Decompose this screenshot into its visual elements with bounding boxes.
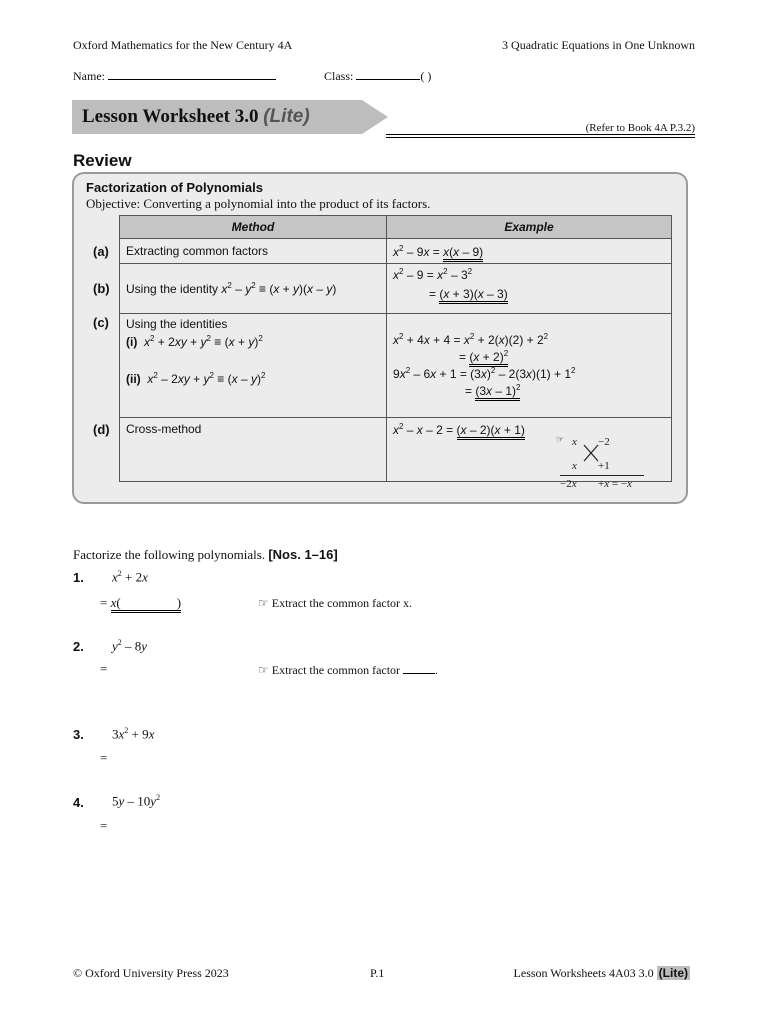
question-1-answer: = x( ) (100, 595, 181, 611)
row-label-b: (b) (93, 281, 110, 296)
method-text: Cross-method (126, 422, 202, 436)
hint-1-text: Extract the common factor x. (271, 596, 413, 610)
example-b-line1: $x^2 - 9 = x^2 - 3^2$ (393, 267, 473, 282)
table-header-row (120, 216, 672, 239)
name-label: Name: (73, 69, 105, 83)
footer-lite-tag: (Lite) (658, 966, 688, 980)
row-label-c: (c) (93, 315, 109, 330)
worksheet-title-text: Lesson Worksheet 3.0 (82, 106, 259, 127)
reference-rule-2 (386, 137, 695, 138)
method-cell (120, 264, 387, 314)
row-label-d: (d) (93, 422, 110, 437)
header-chapter-title: 3 Quadratic Equations in One Unknown (502, 38, 695, 52)
example-c-line3: $9x^2 - 6x + 1 = (3x)^2 - 2(3x)(1) + 1^2$ (393, 366, 576, 381)
class-label: Class: (324, 69, 354, 83)
review-heading: Review (73, 151, 132, 170)
pointer-icon: ☞ (556, 434, 565, 444)
worksheet-title (82, 106, 310, 128)
question-number-1: 1. (73, 570, 84, 585)
sub-label-i: (i) (126, 335, 138, 349)
name-blank[interactable] (108, 67, 276, 80)
identity-c-ii: (ii) $x^2 - 2xy + y^2 \equiv (x - y)^2$ (126, 371, 266, 386)
example-c-line1: $x^2 + 4x + 4 = x^2 + 2(x)(2) + 2^2$ (393, 332, 549, 347)
sub-label-ii: (ii) (126, 372, 141, 386)
row-label-a: (a) (93, 244, 109, 259)
lite-tag: (Lite) (263, 106, 310, 127)
header-book-title: Oxford Mathematics for the New Century 4A (73, 38, 293, 52)
example-d-line1: $x^2 - x - 2 = (x - 2)(x + 1)$ (393, 422, 665, 437)
book-reference: (Refer to Book 4A P.3.2) (585, 122, 695, 134)
example-b-line2: = (x + 3)(x – 3) (429, 287, 665, 301)
hint-2-blank[interactable] (403, 662, 435, 674)
hint-2: ☞ Extract the common factor . (258, 663, 439, 677)
question-number-2: 2. (73, 639, 84, 654)
identity-b: $x^2 - y^2 \equiv (x + y)(x - y)$ (221, 281, 337, 296)
example-c-line2: = $(x + 2)^2$ (459, 349, 665, 364)
question-number-3: 3. (73, 727, 84, 742)
instructions (73, 547, 338, 563)
hint-2-text: Extract the common factor (271, 663, 401, 677)
method-text: Using the identities (126, 317, 228, 331)
footer-page-number: P.1 (370, 966, 385, 980)
example-a: $x^2 - 9x = x(x - 9)$ (393, 245, 483, 259)
question-1-expression: $x^2 + 2x$ (112, 569, 148, 585)
method-header: Method (120, 216, 387, 239)
method-text: Extracting common factors (126, 244, 269, 258)
hint-icon: ☞ (258, 596, 269, 610)
reference-rule (386, 134, 695, 135)
review-objective: Objective: Converting a polynomial into the product of its factors. (86, 196, 431, 211)
class-blank[interactable] (356, 67, 420, 80)
method-cell (120, 314, 387, 418)
instructions-text: Factorize the following polynomials. (73, 547, 266, 562)
method-text: Using the identity (126, 282, 219, 296)
question-4-equals: = (100, 818, 108, 833)
method-cell (120, 418, 387, 482)
name-field[interactable] (73, 67, 276, 84)
review-box-title: Factorization of Polynomials (86, 180, 263, 195)
cross-icon (583, 444, 599, 462)
table-row (120, 314, 672, 418)
class-number-paren: ( ) (420, 69, 432, 83)
example-c-line4: = (3x – 1)$^2$ (465, 383, 665, 398)
identity-c-i: (i) $x^2 + 2xy + y^2 \equiv (x + y)^2$ (126, 334, 263, 349)
example-cell (387, 239, 672, 264)
question-range: [Nos. 1–16] (268, 547, 338, 562)
footer-worksheet-id: Lesson Worksheets 4A03 3.0 (Lite) (513, 966, 688, 980)
method-cell (120, 239, 387, 264)
question-3-expression: $3x^2 + 9x$ (112, 726, 155, 742)
example-cell (387, 314, 672, 418)
table-row (120, 264, 672, 314)
question-2-equals: = (100, 661, 108, 676)
class-field[interactable] (324, 67, 431, 84)
cross-method-diagram: ☞ x −2 x +1 −2x +x = −x (556, 434, 666, 494)
hint-icon: ☞ (258, 663, 269, 677)
question-4-expression: $5y - 10y^2$ (112, 793, 161, 809)
question-number-4: 4. (73, 795, 84, 810)
question-2-expression: $y^2 - 8y$ (112, 638, 148, 654)
example-header: Example (387, 216, 672, 239)
table-row (120, 239, 672, 264)
hint-1 (258, 596, 412, 611)
question-3-equals: = (100, 750, 108, 765)
footer-copyright: © Oxford University Press 2023 (73, 966, 229, 980)
example-cell (387, 264, 672, 314)
